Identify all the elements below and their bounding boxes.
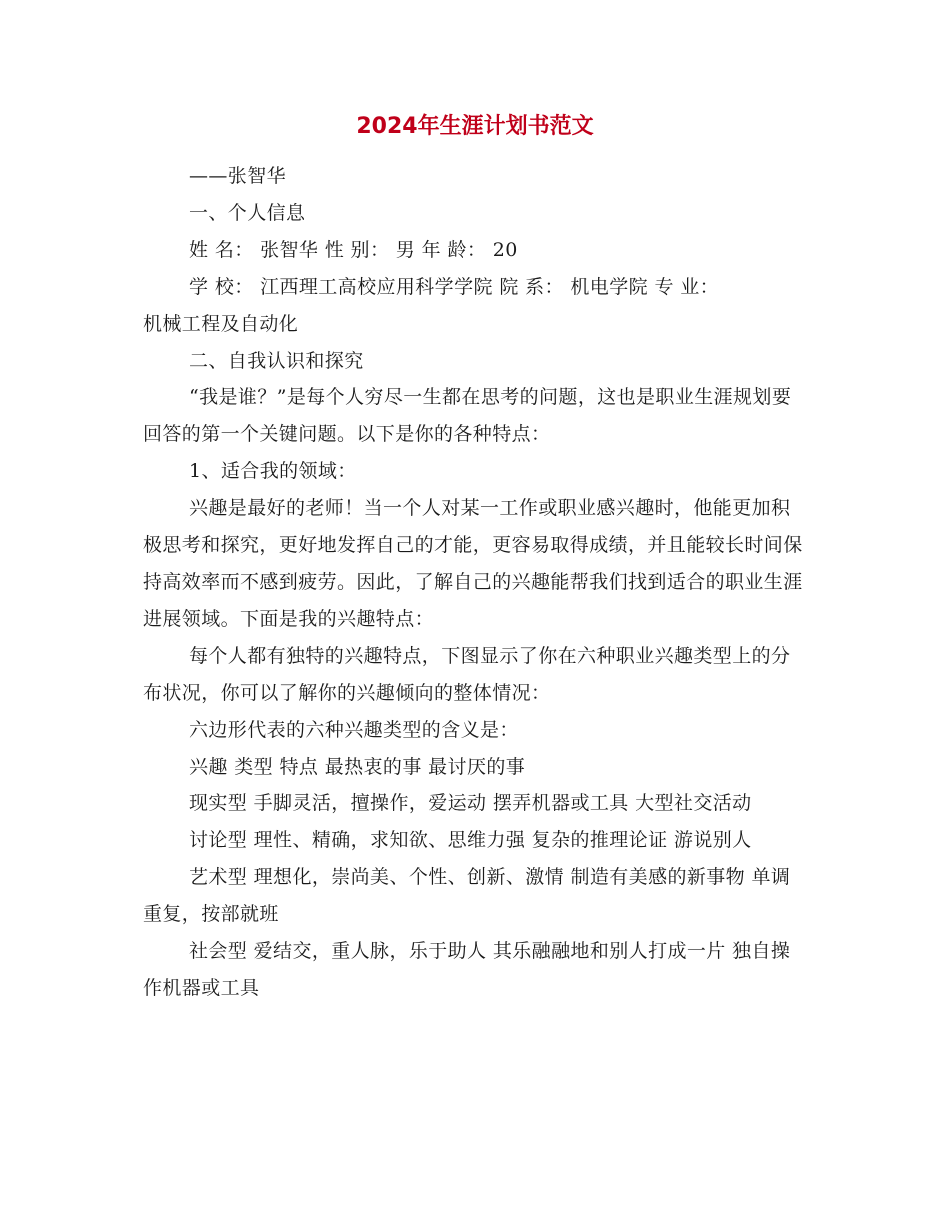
author-line: ——张智华 [189, 165, 287, 187]
interest-row-realistic: 现实型 手脚灵活，擅操作，爱运动 摆弄机器或工具 大型社交活动 [189, 792, 752, 815]
interest-table-header: 兴趣 类型 特点 最热衷的事 最讨厌的事 [189, 755, 526, 778]
subheading-suitable-field: 1、适合我的领域： [189, 460, 357, 483]
section-heading-personal-info: 一、个人信息 [189, 201, 306, 224]
personal-info-major-line: 机械工程及自动化 [143, 312, 299, 335]
paragraph-interest-distribution: 每个人都有独特的兴趣特点，下图显示了你在六种职业兴趣类型上的分布状况，你可以了解你的兴趣倾向的整体情况： [143, 644, 791, 704]
paragraph-who-am-i: “我是谁？”是每个人穷尽一生都在思考的问题，这也是职业生涯规划要回答的第一个关键问题。以下是你的各种特点： [143, 386, 792, 446]
personal-info-name-line: 姓 名： 张智华 性 别： 男 年 龄： 20 [189, 238, 518, 261]
paragraph-interest-teacher: 兴趣是最好的老师！当一个人对某一工作或职业感兴趣时，他能更加积极思考和探究，更好地发挥自己的才能，更容易取得成绩，并且能较长时间保持高效率而不感到疲劳。因此，了解自己的兴趣能帮我们找到适合的职业生涯进展领域。下面是我的兴趣特点： [143, 497, 803, 630]
interest-row-investigative: 讨论型 理性、精确，求知欲、思维力强 复杂的推理论证 游说别人 [189, 829, 752, 852]
interest-row-social: 社会型 爱结交，重人脉，乐于助人 其乐融融地和别人打成一片 独自操作机器或工具 [143, 940, 791, 999]
document-title: 2024年生涯计划书范文 [356, 114, 594, 139]
paragraph-hexagon-meaning: 六边形代表的六种兴趣类型的含义是： [189, 718, 519, 741]
interest-row-artistic: 艺术型 理想化，崇尚美、个性、创新、激情 制造有美感的新事物 单调重复，按部就班 [143, 866, 791, 926]
section-heading-self-awareness: 二、自我认识和探究 [189, 349, 364, 372]
personal-info-school-line: 学 校： 江西理工高校应用科学学院 院 系： 机电学院 专 业： [189, 275, 720, 298]
document-body [143, 158, 803, 1007]
